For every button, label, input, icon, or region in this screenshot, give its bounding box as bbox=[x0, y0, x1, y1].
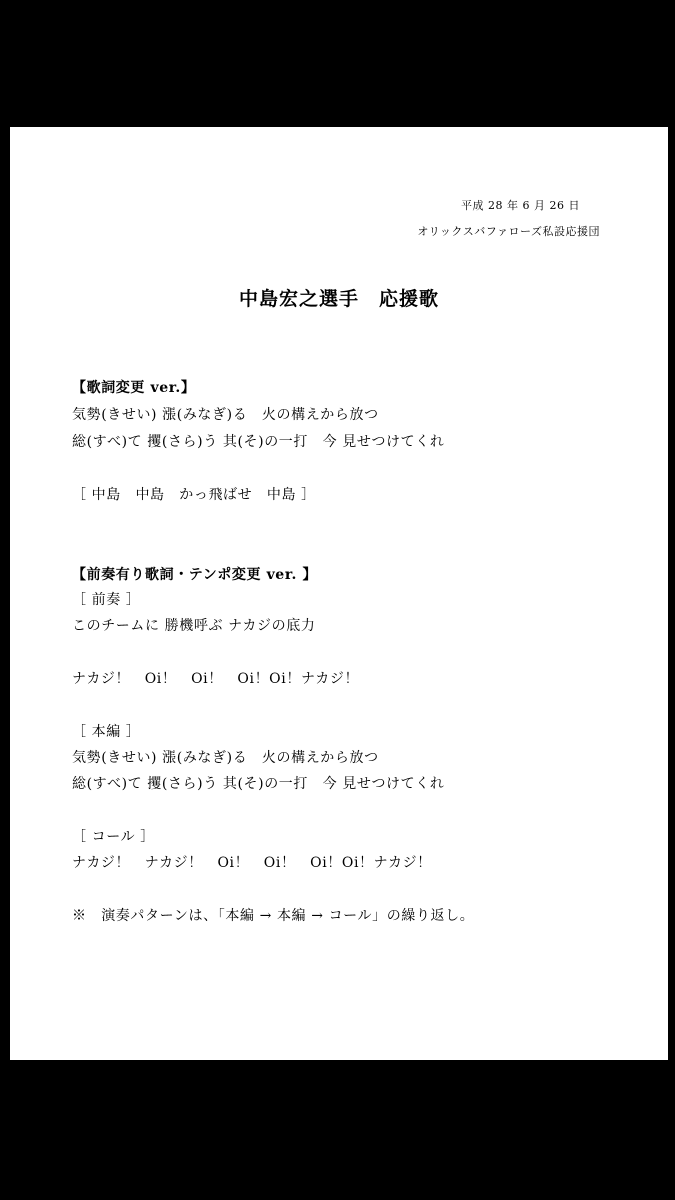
lyric-line: 総(すべ)て 攫(さら)う 其(そ)の一打 今 見せつけてくれ bbox=[72, 776, 445, 792]
main-label: ［ 本編 ］ bbox=[72, 724, 141, 740]
call-line: ナカジ！ Oi！ Oi！ Oi！Oi！ナカジ！ bbox=[72, 671, 360, 687]
page-title: 中島宏之選手 応援歌 bbox=[238, 288, 439, 310]
lyric-line: 気勢(きせい) 漲(みなぎ)る 火の構えから放つ bbox=[72, 750, 379, 766]
document-page bbox=[10, 127, 668, 1060]
call-label: ［ コール ］ bbox=[72, 829, 155, 845]
call-line: ナカジ！ ナカジ！ Oi！ Oi！ Oi！Oi！ナカジ！ bbox=[72, 855, 432, 871]
section-heading-lyrics-change: 【歌詞変更 ver.】 bbox=[72, 380, 196, 396]
document-date: 平成 28 年 6 月 26 日 bbox=[461, 199, 580, 212]
intro-label: ［ 前奏 ］ bbox=[72, 592, 141, 608]
chorus-line: ［ 中島 中島 かっ飛ばせ 中島 ］ bbox=[72, 487, 316, 503]
section-heading-intro-version: 【前奏有り歌詞・テンポ変更 ver. 】 bbox=[72, 567, 318, 583]
performance-note: ※ 演奏パターンは、「本編 → 本編 → コール」の繰り返し。 bbox=[72, 908, 475, 924]
lyric-line: 総(すべ)て 攫(さら)う 其(そ)の一打 今 見せつけてくれ bbox=[72, 434, 445, 450]
lyric-line: このチームに 勝機呼ぶ ナカジの底力 bbox=[72, 618, 316, 634]
organization-name: オリックスバファローズ私設応援団 bbox=[417, 225, 600, 238]
lyric-line: 気勢(きせい) 漲(みなぎ)る 火の構えから放つ bbox=[72, 407, 379, 423]
